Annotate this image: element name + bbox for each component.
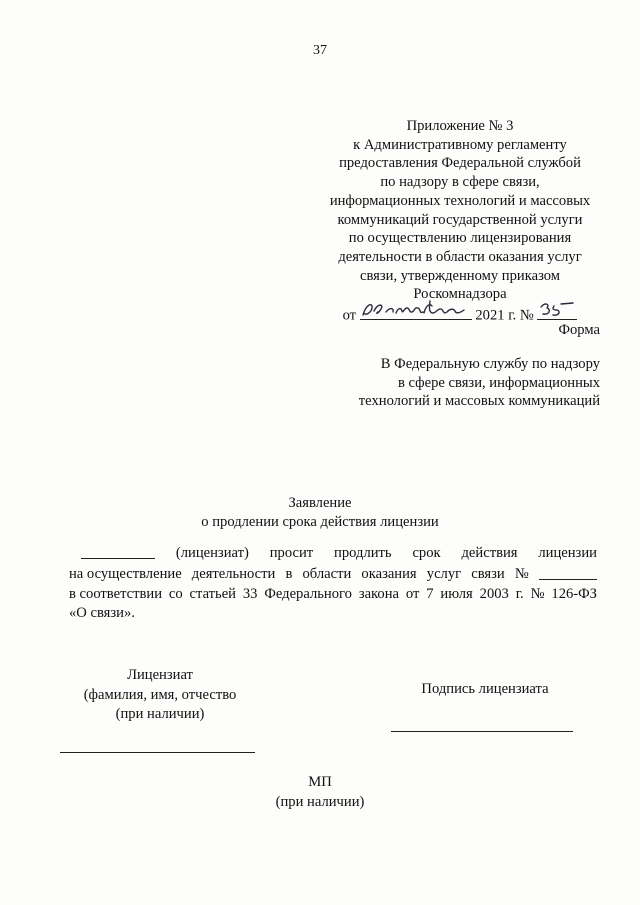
body-word: лицензии [538,545,597,561]
body-word: 2003 [479,586,509,603]
body-word: на осуществление [69,565,182,582]
body-line-4 [69,604,597,623]
appendix-line: Приложение № 3 [406,118,514,134]
body-word: просит [269,545,314,561]
body-word: Федерального [264,586,352,603]
appendix-line: коммуникаций государственной услуги [337,211,583,228]
service-number-blank [539,565,597,586]
licensee-optional-hint: (при наличии) [115,706,205,722]
body-word: услуг [426,565,462,582]
appendix-line: Роскомнадзора [413,286,507,303]
body-word: закона [358,586,399,603]
addressee-line: В Федеральную службу по надзору [380,356,600,372]
appendix-line: по осуществлению лицензирования [348,230,572,247]
body-word: деятельности [191,565,276,582]
licensee-name-line [60,752,255,753]
body-word: оказания [361,565,417,582]
body-word: 7 [426,586,434,603]
appendix-line: деятельности в области оказания услуг [338,248,582,265]
body-line-3 [69,585,597,604]
body-word: (лицензиат) [175,545,249,561]
body-line-1 [69,544,597,565]
body-word: июля [440,586,473,603]
date-prefix: от [342,307,357,324]
body-word: № [530,586,545,603]
handwritten-number-signature [537,299,577,321]
title-line: Заявление [288,495,352,511]
body-word: действия [461,545,518,561]
body-word: от [405,586,420,603]
body-word: в соответствии [69,586,162,603]
licensee-label: Лицензиат [127,667,193,683]
body-word: в [285,565,293,582]
body-word: 33 [242,586,258,603]
signature-line [391,731,573,732]
addressee-block [359,355,600,411]
body-line-2 [69,565,597,586]
appendix-line: информационных технологий и массовых [329,192,591,209]
handwritten-number [537,304,577,320]
body-word: связи [471,565,505,582]
body-word: 126-ФЗ [551,586,597,603]
title-subline: о продлении срока действия лицензии [201,513,439,530]
body-word: со [168,586,183,603]
handwritten-date [360,304,472,320]
appendix-line: связи, утвержденному приказом [359,267,560,284]
appendix-line: предоставления Федеральной службой [339,155,581,172]
licensee-name-blank [69,544,155,565]
body-word: № [514,565,529,582]
signature-label: Подпись лицензиата [421,681,549,697]
application-text [69,544,597,623]
appendix-line: к Административному регламенту [353,136,567,153]
stamp-label: МП [308,774,332,790]
stamp-block [0,772,640,812]
addressee-line: технологий и массовых коммуникаций [358,393,600,410]
document-title [0,494,640,531]
licensee-block [60,666,260,725]
body-word: г. [515,586,524,603]
handwritten-date-signature [360,299,472,321]
page-number: 37 [313,43,327,58]
body-word: продлить [334,545,392,561]
addressee-line: в сфере связи, информационных [397,374,600,391]
body-word: статьей [189,586,236,603]
year-number-text: 2021 г. № [475,307,534,324]
stamp-optional-hint: (при наличии) [275,794,365,810]
licensee-name-hint: (фамилия, имя, отчество [83,686,237,703]
body-word: области [302,565,352,582]
form-label: Форма [558,322,600,338]
body-word: «О связи». [69,605,135,622]
appendix-line: по надзору в сфере связи, [380,174,540,191]
body-word: срок [412,545,441,561]
appendix-block [320,117,600,325]
